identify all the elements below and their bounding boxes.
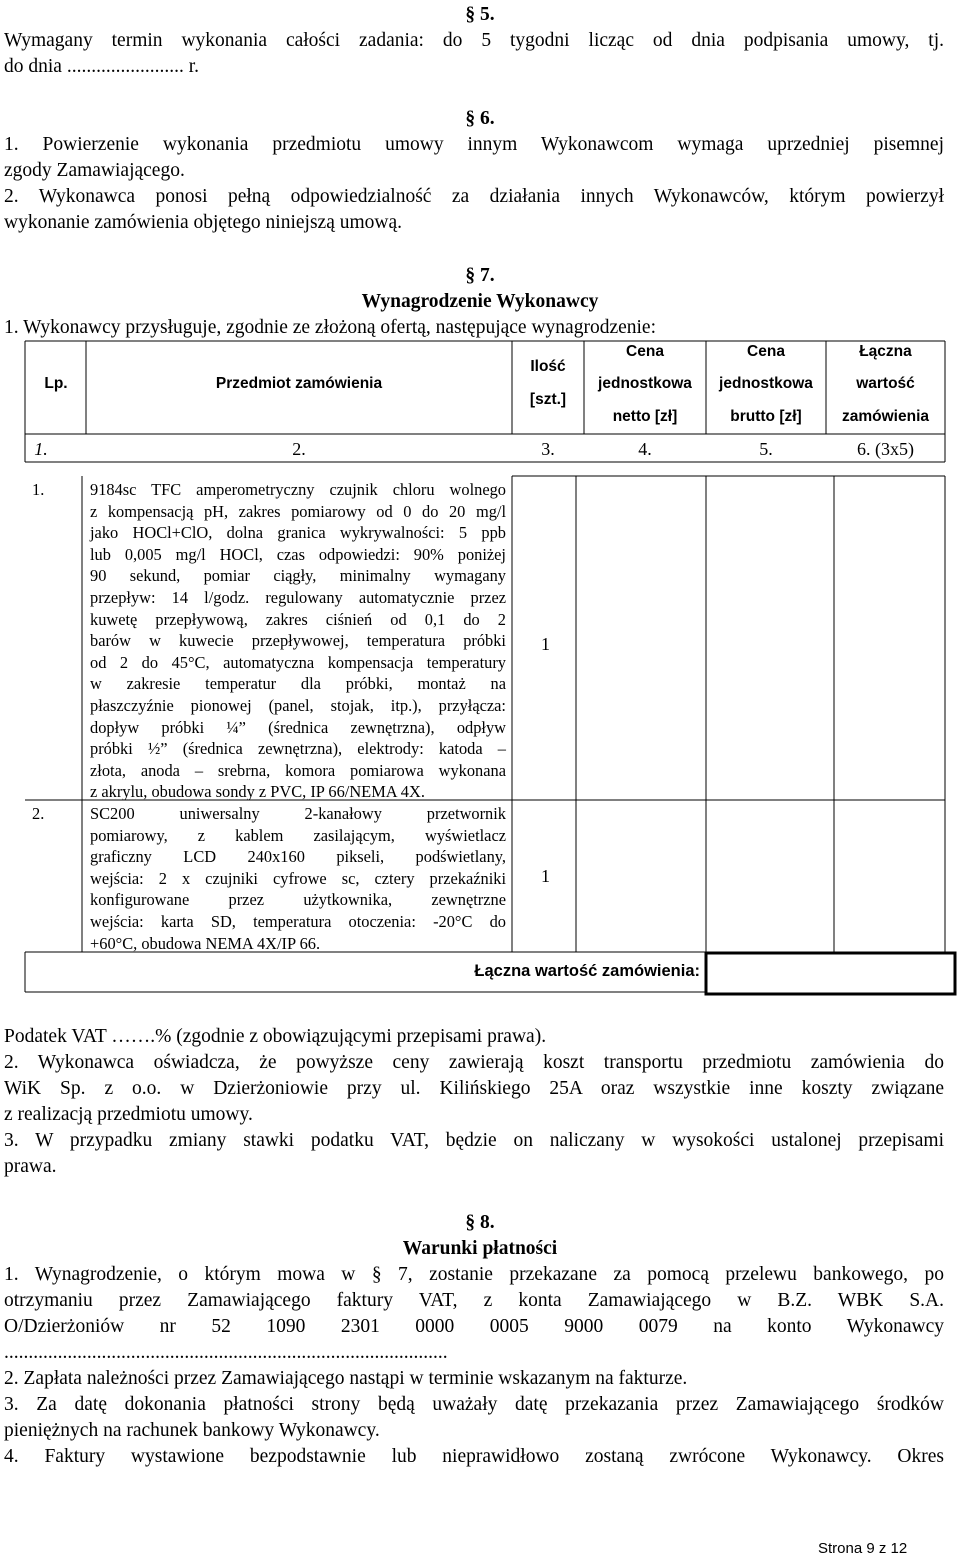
col-header-gross-line-1: Cena: [747, 343, 785, 360]
page-number: Strona 9 z 12: [818, 1540, 908, 1557]
row-2-line-7: +60°C, obudowa NEMA 4X/IP 66.: [90, 933, 321, 953]
section-5-heading: § 5.: [465, 4, 495, 25]
row-1-description: [90, 479, 506, 803]
after-p3-line-1: 3. W przypadku zmiany stawki podatku VAT, będzie on naliczany w wysokości ustalonej przepisami: [4, 1130, 944, 1151]
row-1-quantity: 1: [541, 634, 550, 654]
col-header-total-line-2: wartość: [856, 375, 915, 392]
col-header-qty-line-1: Ilość: [530, 358, 566, 375]
col-number-2: 2.: [292, 439, 306, 459]
section-8-p3-line-1: 3. Za datę dokonania płatności strony będą uważały datę przekazania przez Zamawiającego środków: [4, 1394, 944, 1415]
row-2-line-2: pomiarowy, z kablem zasilającym, wyświetlacz: [90, 825, 506, 845]
row-1-line-2: z kompensacją pH, zakres pomiarowy od 0 do 20 mg/l: [90, 501, 506, 521]
row-2-line-3: graficzny LCD 240x160 pikseli, podświetlany,: [90, 847, 506, 867]
row-1-line-9: od 2 do 45°C, automatyczna kompensacja temperatury: [90, 652, 506, 672]
row-1-line-13: próbki ½” (średnica zewnętrzna), elektrody: katoda –: [90, 739, 506, 759]
vat-line: Podatek VAT …….% (zgodnie z obowiązującymi przepisami prawa).: [4, 1026, 547, 1047]
section-8-heading: § 8.: [465, 1212, 495, 1233]
row-1-line-5: 90 sekund, pomiar ciągły, minimalny wymagany: [90, 566, 506, 586]
col-header-item: Przedmiot zamówienia: [215, 375, 383, 392]
col-header-gross-line-3: brutto [zł]: [730, 408, 802, 425]
col-header-qty-line-2: [szt.]: [529, 391, 567, 408]
col-number-5: 5.: [759, 439, 773, 459]
section-6-p1-line-1: 1. Powierzenie wykonania przedmiotu umowy innym Wykonawcom wymaga uprzedniej pisemnej: [4, 134, 944, 155]
row-2-lp: 2.: [32, 804, 45, 823]
col-number-4: 4.: [638, 439, 652, 459]
after-p3-line-2: prawa.: [4, 1156, 57, 1177]
section-8-p1-line-3: O/Dzierżoniów nr 52 1090 2301 0000 0005 9000 0079 na konto Wykonawcy: [4, 1316, 944, 1337]
section-6-p2-line-1: 2. Wykonawca ponosi pełną odpowiedzialność za działania innych Wykonawców, którym powierzył: [4, 186, 944, 207]
section-8-p4-line-1: 4. Faktury wystawione bezpodstawnie lub nieprawidłowo zostaną zwrócone Wykonawcy. Okres: [4, 1446, 944, 1467]
section-7-heading: § 7.: [465, 265, 495, 286]
col-number-6: 6. (3x5): [857, 439, 914, 459]
row-2-quantity: 1: [541, 866, 550, 886]
section-5-line-2: do dnia ........................ r.: [4, 56, 199, 77]
row-1-line-4: lub 0,005 mg/l HOCl, czas odpowiedzi: 90% poniżej: [90, 544, 506, 564]
row-1-line-8: barów w kuwecie przepływowej, temperatura próbki: [90, 631, 506, 651]
row-1-line-12: dopływ próbki ¼” (średnica zewnętrzna), odpływ: [90, 717, 506, 737]
col-header-lp: Lp.: [44, 375, 68, 392]
section-6-p1-line-2: zgody Zamawiającego.: [4, 160, 185, 181]
row-2-line-5: konfigurowane przez użytkownika, zewnętrzne: [90, 890, 506, 910]
col-header-net-line-1: Cena: [626, 343, 664, 360]
section-8-p2: 2. Zapłata należności przez Zamawiającego nastąpi w terminie wskazanym na fakturze.: [4, 1368, 688, 1389]
row-2-line-1: SC200 uniwersalny 2-kanałowy przetwornik: [90, 804, 506, 823]
col-number-1: 1.: [34, 439, 48, 459]
section-8-p1-line-2: otrzymaniu przez Zamawiającego faktury VAT, z konta Zamawiającego w B.Z. WBK S.A.: [4, 1290, 944, 1311]
after-p2-line-2: WiK Sp. z o.o. w Dzierżoniowie przy ul. Kilińskiego 25A oraz wszystkie inne koszty związane: [4, 1078, 944, 1099]
row-1-line-1: 9184sc TFC amperometryczny czujnik chloru wolnego: [90, 480, 506, 499]
col-number-3: 3.: [541, 439, 555, 459]
row-1-line-7: kuwetę przepływową, zakres ciśnień od 0,1 do 2: [90, 609, 506, 629]
col-header-total-line-1: Łączna: [859, 343, 912, 360]
section-6-p2-line-2: wykonanie zamówienia objętego niniejszą umową.: [4, 212, 402, 233]
section-5-line-1: Wymagany termin wykonania całości zadania: do 5 tygodni licząc od dnia podpisania umowy, tj.: [4, 30, 944, 51]
col-header-gross-line-2: jednostkowa: [719, 375, 813, 392]
section-8-p1-line-1: 1. Wynagrodzenie, o którym mowa w § 7, zostanie przekazane za pomocą przelewu bankowego, po: [4, 1264, 944, 1285]
section-7-intro: 1. Wykonawcy przysługuje, zgodnie ze złożoną ofertą, następujące wynagrodzenie:: [4, 317, 656, 338]
row-2-description: [90, 803, 506, 954]
total-value-field[interactable]: [712, 958, 948, 990]
section-8-p3-line-2: pieniężnych na rachunek bankowy Wykonawcy.: [4, 1420, 380, 1441]
section-6-heading: § 6.: [465, 108, 495, 129]
col-header-net-line-2: jednostkowa: [598, 375, 692, 392]
row-1-line-14: złota, anoda – srebrna, komora pomiarowa wykonana: [90, 760, 506, 780]
row-1-line-10: w zakresie temperatur dla próbki, montaż na: [90, 674, 506, 694]
row-1-line-3: jako HOCl+ClO, dolna granica wykrywalności: 5 ppb: [90, 523, 506, 543]
total-label: Łączna wartość zamówienia:: [474, 962, 700, 980]
col-header-net-line-3: netto [zł]: [612, 408, 678, 425]
section-7-title: Wynagrodzenie Wykonawcy: [361, 291, 599, 312]
section-8-title: Warunki płatności: [402, 1238, 558, 1259]
row-1-line-15: z akrylu, obudowa sondy z PVC, IP 66/NEMA 4X.: [90, 782, 425, 802]
row-2-line-4: wejścia: 2 x czujniki cyfrowe sc, cztery przekaźniki: [90, 868, 506, 888]
section-8-p1-line-4: ...........................................................................................: [4, 1342, 448, 1363]
col-header-total-line-3: zamówienia: [842, 408, 929, 425]
row-2-line-6: wejścia: karta SD, temperatura otoczenia: -20°C do: [90, 911, 506, 931]
after-p2-line-3: z realizacją przedmiotu umowy.: [4, 1104, 253, 1125]
after-p2-line-1: 2. Wykonawca oświadcza, że powyższe ceny zawierają koszt transportu przedmiotu zamówienia do: [4, 1052, 944, 1073]
row-1-line-6: przepływ: 14 l/godz. regulowany automatycznie przez: [90, 587, 506, 607]
row-1-lp: 1.: [32, 480, 45, 499]
row-1-line-11: płaszczyźnie pionowej (panel, stojak, itp.), przyłącza:: [90, 695, 506, 715]
